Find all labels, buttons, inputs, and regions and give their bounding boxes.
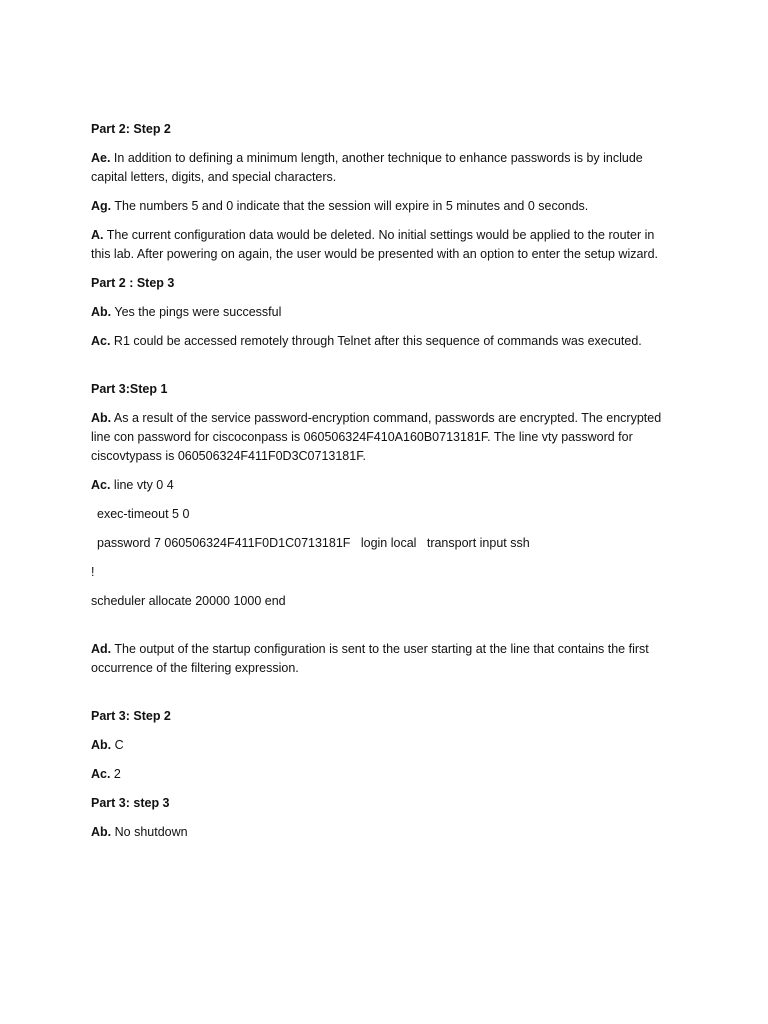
section-heading: Part 3: step 3 bbox=[91, 796, 170, 810]
answer-paragraph bbox=[91, 476, 671, 495]
answer-label: Ad. bbox=[91, 642, 112, 656]
blank-line bbox=[91, 621, 671, 640]
answer-text: No shutdown bbox=[111, 825, 188, 839]
answer-paragraph bbox=[91, 409, 671, 466]
answer-paragraph bbox=[91, 332, 671, 351]
config-line: password 7 060506324F411F0D1C0713181F login local transport input ssh bbox=[97, 536, 530, 550]
answer-paragraph bbox=[91, 303, 671, 322]
answer-text: 2 bbox=[110, 767, 121, 781]
config-line: exec-timeout 5 0 bbox=[97, 507, 190, 521]
answer-text: R1 could be accessed remotely through Telnet after this sequence of commands was executed. bbox=[110, 334, 642, 348]
answer-text: In addition to defining a minimum length, another technique to enhance passwords is by include capital letters, digits, and special characters. bbox=[91, 151, 643, 184]
answer-paragraph bbox=[91, 149, 671, 187]
answer-label: Ae. bbox=[91, 151, 111, 165]
answer-text: The current configuration data would be deleted. No initial settings would be applied to the router in this lab. After powering on again, the user would be presented with an option to enter the setup wizard. bbox=[91, 228, 659, 261]
answer-label: Ag. bbox=[91, 199, 112, 213]
config-line: ! bbox=[91, 565, 95, 579]
blank-line bbox=[91, 688, 671, 707]
answer-label: Ac. bbox=[91, 478, 111, 492]
section-heading: Part 2 : Step 3 bbox=[91, 276, 175, 290]
answer-label: Ab. bbox=[91, 411, 112, 425]
answer-text: The numbers 5 and 0 indicate that the session will expire in 5 minutes and 0 seconds. bbox=[111, 199, 589, 213]
answer-label: Ac. bbox=[91, 767, 111, 781]
answer-paragraph bbox=[91, 765, 671, 784]
answer-text: C bbox=[111, 738, 124, 752]
answer-text: As a result of the service password-encryption command, passwords are encrypted. The encrypted line con password for ciscoconpass is 060506324F410A160B0713181F. The line vty password for ciscovtypass is 060506324F411F0D3C0713181F. bbox=[91, 411, 662, 463]
section-heading: Part 3:Step 1 bbox=[91, 382, 168, 396]
answer-label: Ac. bbox=[91, 334, 111, 348]
answer-paragraph bbox=[91, 226, 671, 264]
section-heading: Part 2: Step 2 bbox=[91, 122, 171, 136]
answer-paragraph bbox=[91, 823, 671, 842]
answer-text: Yes the pings were successful bbox=[111, 305, 282, 319]
answer-paragraph bbox=[91, 736, 671, 755]
answer-paragraph bbox=[91, 640, 671, 678]
answer-label: Ab. bbox=[91, 738, 112, 752]
answer-label: Ab. bbox=[91, 825, 112, 839]
answer-label: A. bbox=[91, 228, 104, 242]
section-heading: Part 3: Step 2 bbox=[91, 709, 171, 723]
answer-text: The output of the startup configuration is sent to the user starting at the line that contains the first occurrence of the filtering expression. bbox=[91, 642, 649, 675]
config-line: line vty 0 4 bbox=[110, 478, 174, 492]
blank-line bbox=[91, 361, 671, 380]
answer-paragraph bbox=[91, 197, 671, 216]
config-line: scheduler allocate 20000 1000 end bbox=[91, 594, 286, 608]
answer-label: Ab. bbox=[91, 305, 112, 319]
document-page bbox=[91, 120, 671, 852]
